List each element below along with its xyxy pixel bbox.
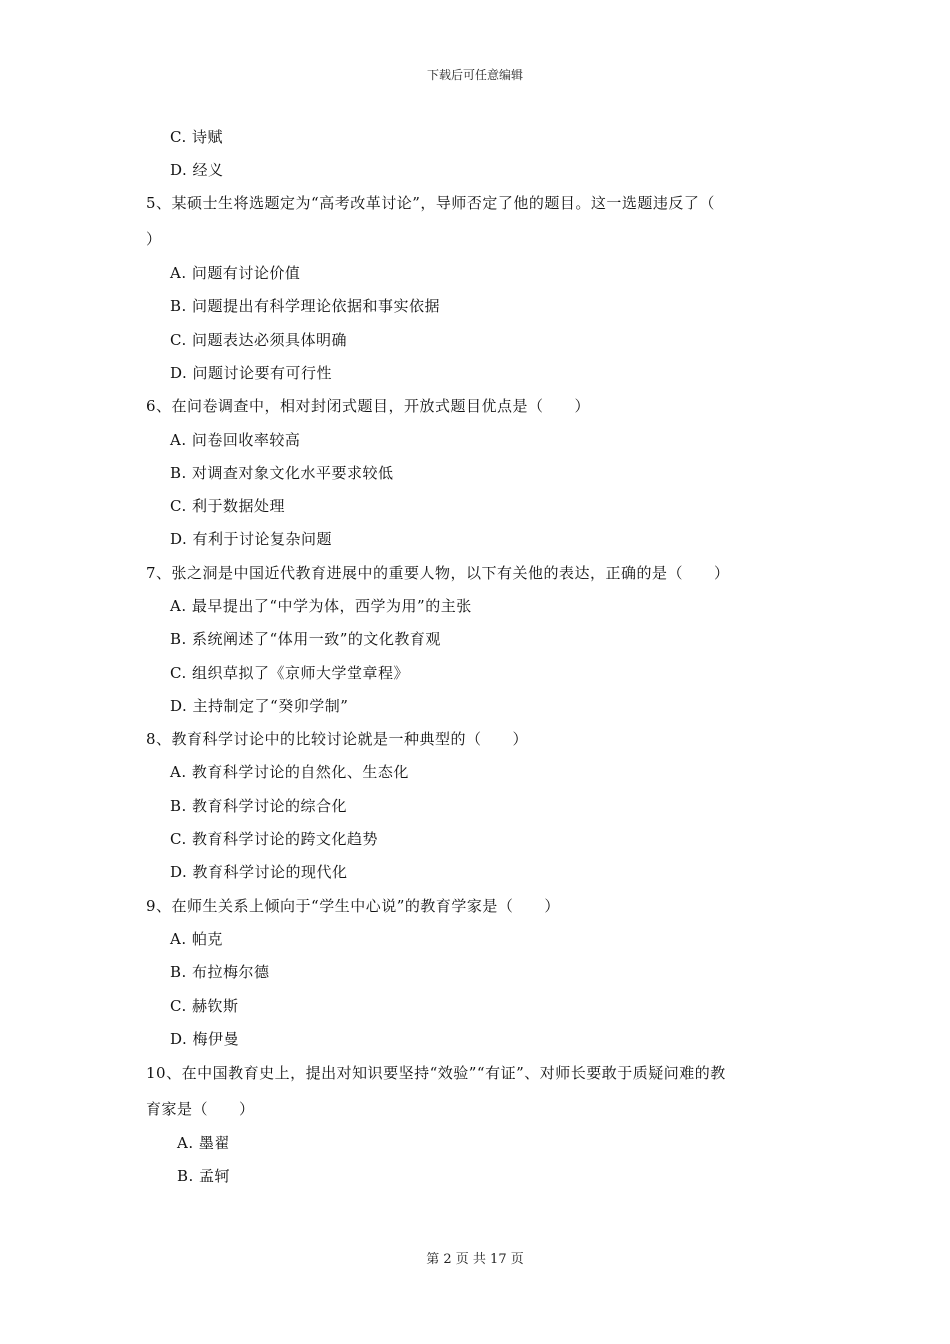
page-number: 第 2 页 共 17 页	[426, 1252, 524, 1267]
option-line: B. 对调查对象文化水平要求较低	[170, 464, 394, 482]
option-line: C. 教育科学讨论的跨文化趋势	[170, 830, 378, 848]
question-line: 6、在问卷调查中，相对封闭式题目，开放式题目优点是（ ）	[146, 397, 591, 415]
question-line: 8、教育科学讨论中的比较讨论就是一种典型的（ ）	[146, 730, 529, 748]
option-line: B. 布拉梅尔德	[170, 963, 270, 981]
option-line: C. 组织草拟了《京师大学堂章程》	[170, 664, 409, 682]
question-line: 7、张之洞是中国近代教育进展中的重要人物，以下有关他的表达，正确的是（ ）	[146, 564, 730, 582]
option-line: D. 教育科学讨论的现代化	[170, 863, 348, 881]
option-line: C. 赫钦斯	[170, 997, 239, 1015]
option-line: D. 梅伊曼	[170, 1030, 240, 1048]
option-line: A. 帕克	[170, 930, 223, 948]
option-line: D. 主持制定了“癸卯学制”	[170, 697, 349, 715]
option-line: A. 最早提出了“中学为体，西学为用”的主张	[170, 597, 472, 615]
question-line: ）	[146, 230, 162, 248]
option-line: B. 孟轲	[177, 1167, 231, 1185]
question-line: 5、某硕士生将选题定为“高考改革讨论”，导师否定了他的题目。这一选题违反了（	[146, 194, 715, 212]
question-line: 9、在师生关系上倾向于“学生中心说”的教育学家是（ ）	[146, 897, 560, 915]
option-line: C. 问题表达必须具体明确	[170, 331, 347, 349]
option-line: C. 利于数据处理	[170, 497, 285, 515]
option-line: D. 问题讨论要有可行性	[170, 364, 333, 382]
option-line: B. 系统阐述了“体用一致”的文化教育观	[170, 630, 441, 648]
option-line: B. 教育科学讨论的综合化	[170, 797, 348, 815]
option-line: D. 经义	[170, 161, 224, 179]
question-line: 育家是（ ）	[146, 1100, 255, 1118]
option-line: A. 问卷回收率较高	[170, 431, 301, 449]
option-line: A. 问题有讨论价值	[170, 264, 301, 282]
option-line: A. 墨翟	[177, 1134, 230, 1152]
option-line: C. 诗赋	[170, 128, 223, 146]
option-line: B. 问题提出有科学理论依据和事实依据	[170, 297, 441, 315]
option-line: A. 教育科学讨论的自然化、生态化	[170, 763, 409, 781]
page-header: 下载后可任意编辑	[426, 68, 523, 82]
option-line: D. 有利于讨论复杂问题	[170, 530, 333, 548]
question-line: 10、在中国教育史上，提出对知识要坚持“效验”“有证”、对师长要敢于质疑问难的教	[146, 1064, 726, 1082]
